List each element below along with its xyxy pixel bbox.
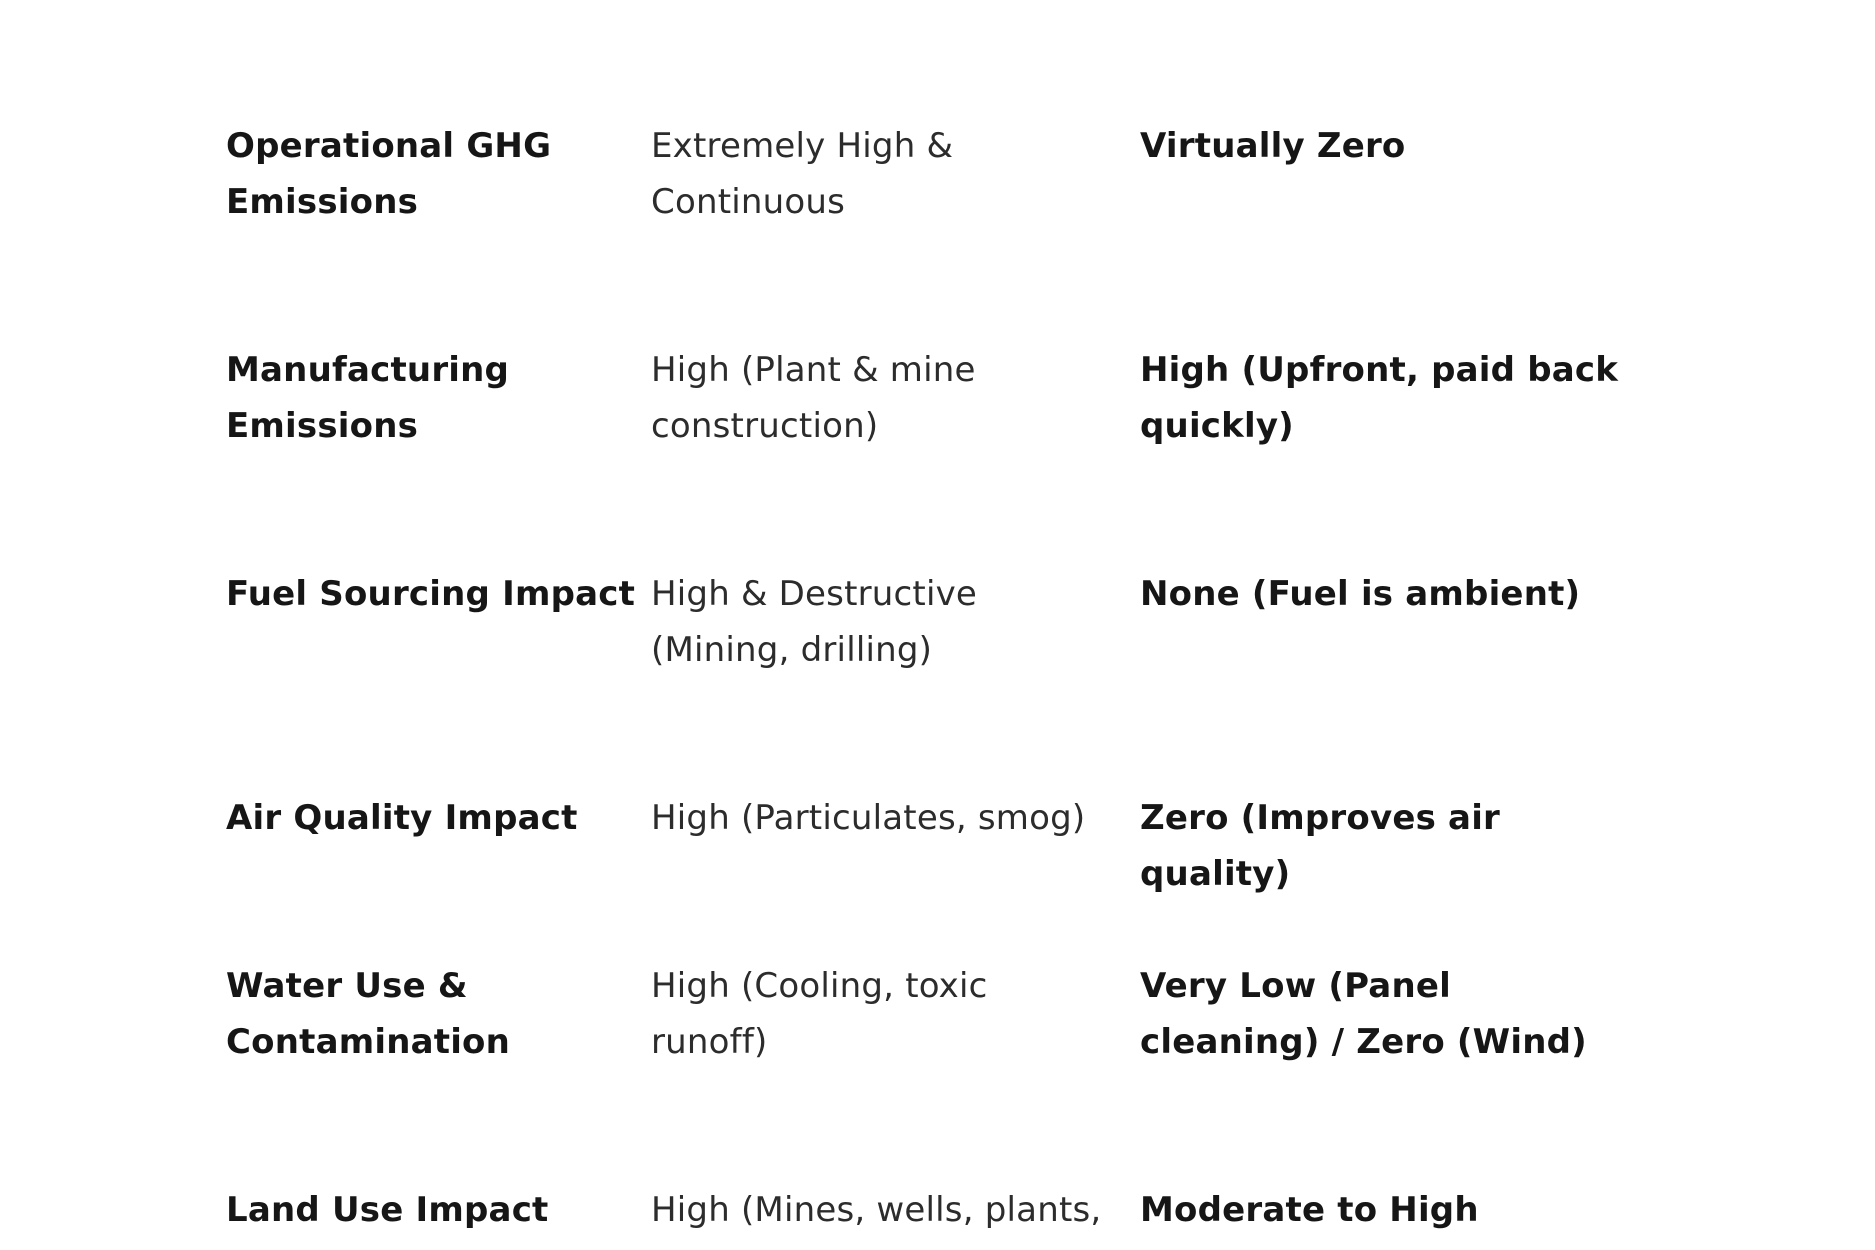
row-fossil-value: High (Particulates, smog)	[651, 798, 1086, 838]
row-attribute: Land Use Impact	[226, 1190, 549, 1230]
row-fossil-value: High (Cooling, toxic runoff)	[651, 966, 988, 1062]
row-renewable-value: Very Low (Panel cleaning) / Zero (Wind)	[1140, 966, 1587, 1062]
row-attribute: Water Use & Contamination	[226, 966, 511, 1062]
table-row	[226, 1182, 1646, 1250]
table-row	[226, 118, 1646, 258]
table-row	[226, 958, 1646, 1098]
row-fossil-value: High & Destructive (Mining, drilling)	[651, 574, 978, 670]
row-renewable-value: None (Fuel is ambient)	[1140, 574, 1581, 614]
table-row	[226, 790, 1646, 930]
row-fossil-value: High (Plant & mine construction)	[651, 350, 976, 446]
row-attribute: Operational GHG Emissions	[226, 126, 552, 222]
row-renewable-value: Virtually Zero	[1140, 126, 1406, 166]
table-row	[226, 342, 1646, 482]
table-row	[226, 566, 1646, 706]
row-renewable-value: Zero (Improves air quality)	[1140, 798, 1501, 894]
row-fossil-value: Extremely High & Continuous	[651, 126, 954, 222]
row-attribute: Air Quality Impact	[226, 798, 578, 838]
row-attribute: Fuel Sourcing Impact	[226, 574, 636, 614]
row-fossil-value: High (Mines, wells, plants,	[651, 1190, 1102, 1230]
row-attribute: Manufacturing Emissions	[226, 350, 510, 446]
row-renewable-value: High (Upfront, paid back quickly)	[1140, 350, 1619, 446]
row-renewable-value: Moderate to High	[1140, 1190, 1479, 1230]
